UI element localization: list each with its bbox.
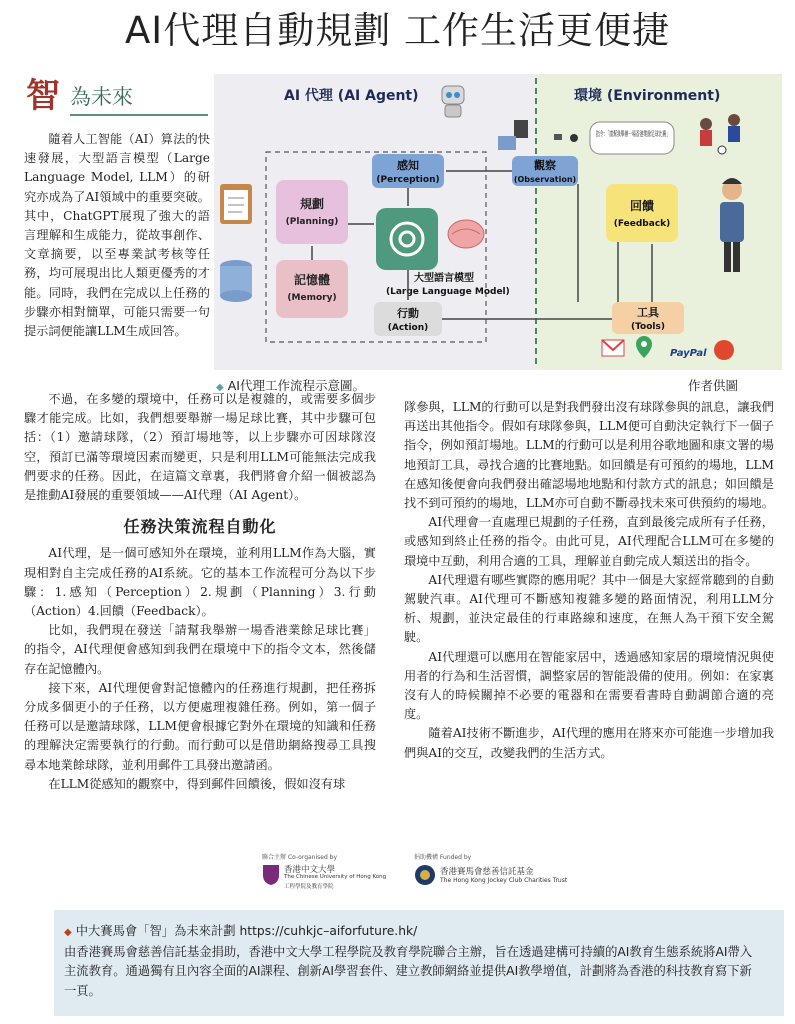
instruction-text: 指令：「請幫我舉辦一場香港業餘足球比賽」 — [596, 130, 733, 138]
brand-underline — [70, 114, 208, 116]
tools-label-en: (Tools) — [631, 322, 665, 332]
left-column — [24, 390, 376, 794]
paypal-logo: PayPal — [670, 348, 707, 359]
paragraph-3: AI代理，是一個可感知外在環境，並利用LLM作為大腦，實現相對自主完成任務的AI系統。它的基本工作流程可分為以下步驟：1.感知（Perception）2.規劃（Planning）3.行動（Action）4.回饋（Feedback）。 — [24, 546, 376, 619]
memory-box — [276, 260, 348, 318]
cuhk-name: 香港中文大學 — [284, 865, 336, 875]
robot-icon — [442, 86, 464, 117]
observation-label: 觀察 — [534, 159, 556, 172]
action-label: 行動 — [397, 307, 419, 320]
database-icon — [220, 260, 252, 302]
perception-label-en: (Perception) — [376, 175, 440, 185]
paragraph-5: 接下來，AI代理便會對記憶體內的任務進行規劃，把任務拆分成多個更小的子任務，以方便處理複雜任務。例如，第一個子任務可以是邀請球隊，LLM便會根據它對外在環境的知識和任務的理解決定需要執行的行動。而行動可以是借助網絡搜尋工具搜尋本地業餘球隊，並利用郵件工具發出邀請函。 — [24, 680, 376, 772]
cuhk-logo — [262, 852, 412, 892]
action-label-en: (Action) — [387, 323, 429, 333]
hkjc-name-en: The Hong Kong Jockey Club Charities Trust — [440, 877, 568, 884]
agent-title: AI 代理 (AI Agent) — [284, 88, 419, 104]
app-icon — [714, 340, 734, 360]
planning-box — [276, 180, 348, 244]
footer-title: 中大賽馬會「智」為未來計劃 https://cuhkjc–aiforfuture.hk/ — [75, 924, 418, 938]
paragraph-8: AI代理會一直處理已規劃的子任務，直到最後完成所有子任務，或感知到終止任務的指令。由此可見，AI代理配合LLM可在多變的環境中互動，利用合適的工具，理解並自動完成人類送出的指令。 — [404, 515, 774, 568]
brand-logo — [22, 76, 212, 120]
hkjc-logo — [414, 852, 592, 892]
paragraph-7: 隊參與，LLM的行動可以是對我們發出沒有球隊參與的訊息，讓我們再送出其他指令。假如有球隊參與，LLM便可自動決定執行下一個子指令，例如預訂場地。LLM的行動可以是利用谷歌地圖和康文署的場地預訂工具，尋找合適的比賽地點。如回饋是有可預約的場地，LLM在感知後便會向我們發出確認場地地點和付款方式的訊息；如回饋是找不到可預約的場地，LLM亦可自動不斷尋找未來可供預約的場地。 — [404, 400, 774, 511]
footer-box — [54, 910, 784, 1016]
environment-title: 環境 (Environment) — [574, 88, 721, 104]
planning-label: 規劃 — [299, 197, 325, 211]
fund-label: 捐助機構 Funded by — [414, 854, 472, 861]
right-column — [404, 398, 774, 763]
memory-label-en: (Memory) — [287, 293, 337, 303]
paragraph-10: AI代理還可以應用在智能家居中，透過感知家居的環境情況與使用者的行為和生活習慣，調整家居的智能設備的使用。例如：在家裏沒有人的時候關掉不必要的電器和在需要看書時自動調節合適的亮度。 — [404, 649, 774, 722]
observation-label-en: (Observation) — [513, 175, 577, 184]
cuhk-crest-icon — [262, 864, 280, 886]
cuhk-faculty: 工程學院及教育學院 — [284, 884, 334, 890]
feedback-box — [606, 184, 678, 242]
gmail-icon — [602, 340, 624, 356]
llm-label-en: (Large Language Model) — [386, 287, 510, 297]
intro-column — [24, 130, 210, 341]
diamond-icon: ◆ — [64, 927, 72, 938]
org-label: 聯合主辦 Co-organised by — [262, 854, 338, 861]
sponsor-logos — [262, 852, 592, 892]
paragraph-11: 隨着AI技術不斷進步，AI代理的應用在將來亦可能進一步增加我們與AI的交互，改變我們的生活方式。 — [404, 726, 774, 760]
cuhk-name-en: The Chinese University of Hong Kong — [284, 874, 387, 880]
llm-label: 大型語言模型 — [414, 273, 474, 284]
intro-paragraph: 隨着人工智能（AI）算法的快速發展，大型語言模型（Large Language Model, LLM）的研究亦成為了AI領域中的重要突破。其中，ChatGPT展現了強大的語言理解和生成能力，從故事創作、文章摘要，以至專業試考核等任務，均可展現出比人類更優秀的才能。同時，我們在完成以上任務的步驟亦相對簡單，可能只需要一句提示詞便能讓LLM生成回答。 — [24, 132, 210, 339]
clipboard-icon — [220, 184, 252, 224]
footer-content — [64, 922, 754, 1001]
llm-box — [376, 208, 438, 270]
paragraph-4: 比如，我們現在發送「請幫我舉辦一場香港業餘足球比賽」的指令，AI代理便會感知到我們在環境中下的指令文本，然後儲存在記憶體內。 — [24, 623, 376, 676]
ai-agent-diagram — [214, 74, 782, 370]
figure-credit: 作者供圖 — [688, 378, 739, 393]
planning-label-en: (Planning) — [285, 217, 339, 227]
caption-text: AI代理工作流程示意圖。 — [227, 378, 365, 393]
feedback-label: 回饋 — [629, 199, 655, 213]
brain-icon — [448, 220, 484, 248]
memory-label: 記憶體 — [293, 273, 331, 287]
section-heading: 任務決策流程自動化 — [123, 517, 277, 537]
brand-subtitle: 為未來 — [70, 85, 133, 109]
diamond-icon: ◆ — [216, 382, 224, 393]
perception-label: 感知 — [397, 159, 419, 172]
tools-label: 工具 — [637, 306, 659, 319]
figure-caption — [216, 376, 365, 394]
footer-body: 由香港賽馬會慈善信託基金捐助，香港中文大學工程學院及教育學院聯合主辦，旨在透過建構可持續的AI教育生態系統將AI帶入主流教育。通過獨有且內容全面的AI課程、創新AI學習套件、建立教師網絡並提供AI教學增值，計劃將為香港的科技教育寫下新一頁。 — [64, 944, 753, 998]
paragraph-2: 不過，在多變的環境中，任務可以是複雜的，或需要多個步驟才能完成。比如，我們想要舉辦一場足球比賽，其中步驟可包括：（1）邀請球隊，（2）預訂場地等，以上步驟亦可因球隊沒空，預訂已滿等環境因素而變更，只是利用LLM可能無法完成我們要求的任務。因此，在這篇文章裏，我們將會介紹一個被認為是推動AI發展的重要領域——AI代理（AI Agent）。 — [24, 392, 376, 503]
hkjc-crest-icon — [414, 864, 436, 886]
paragraph-6: 在LLM從感知的觀察中，得到郵件回饋後，假如沒有球 — [48, 776, 346, 791]
speech-icon — [590, 122, 733, 154]
brand-char: 智 — [26, 76, 60, 116]
feedback-label-en: (Feedback) — [613, 219, 671, 229]
hkjc-name: 香港賽馬會慈善信託基金 — [440, 867, 534, 877]
page-title: AI代理自動規劃 工作生活更便捷 — [125, 9, 670, 52]
paragraph-9: AI代理還有哪些實際的應用呢？其中一個是大家經常聽到的自動駕駛汽車。AI代理可不斷感知複雜多變的路面情況，利用LLM分析、規劃，並決定最佳的行車路線和速度，在無人為干預下安全駕駛。 — [404, 572, 774, 645]
